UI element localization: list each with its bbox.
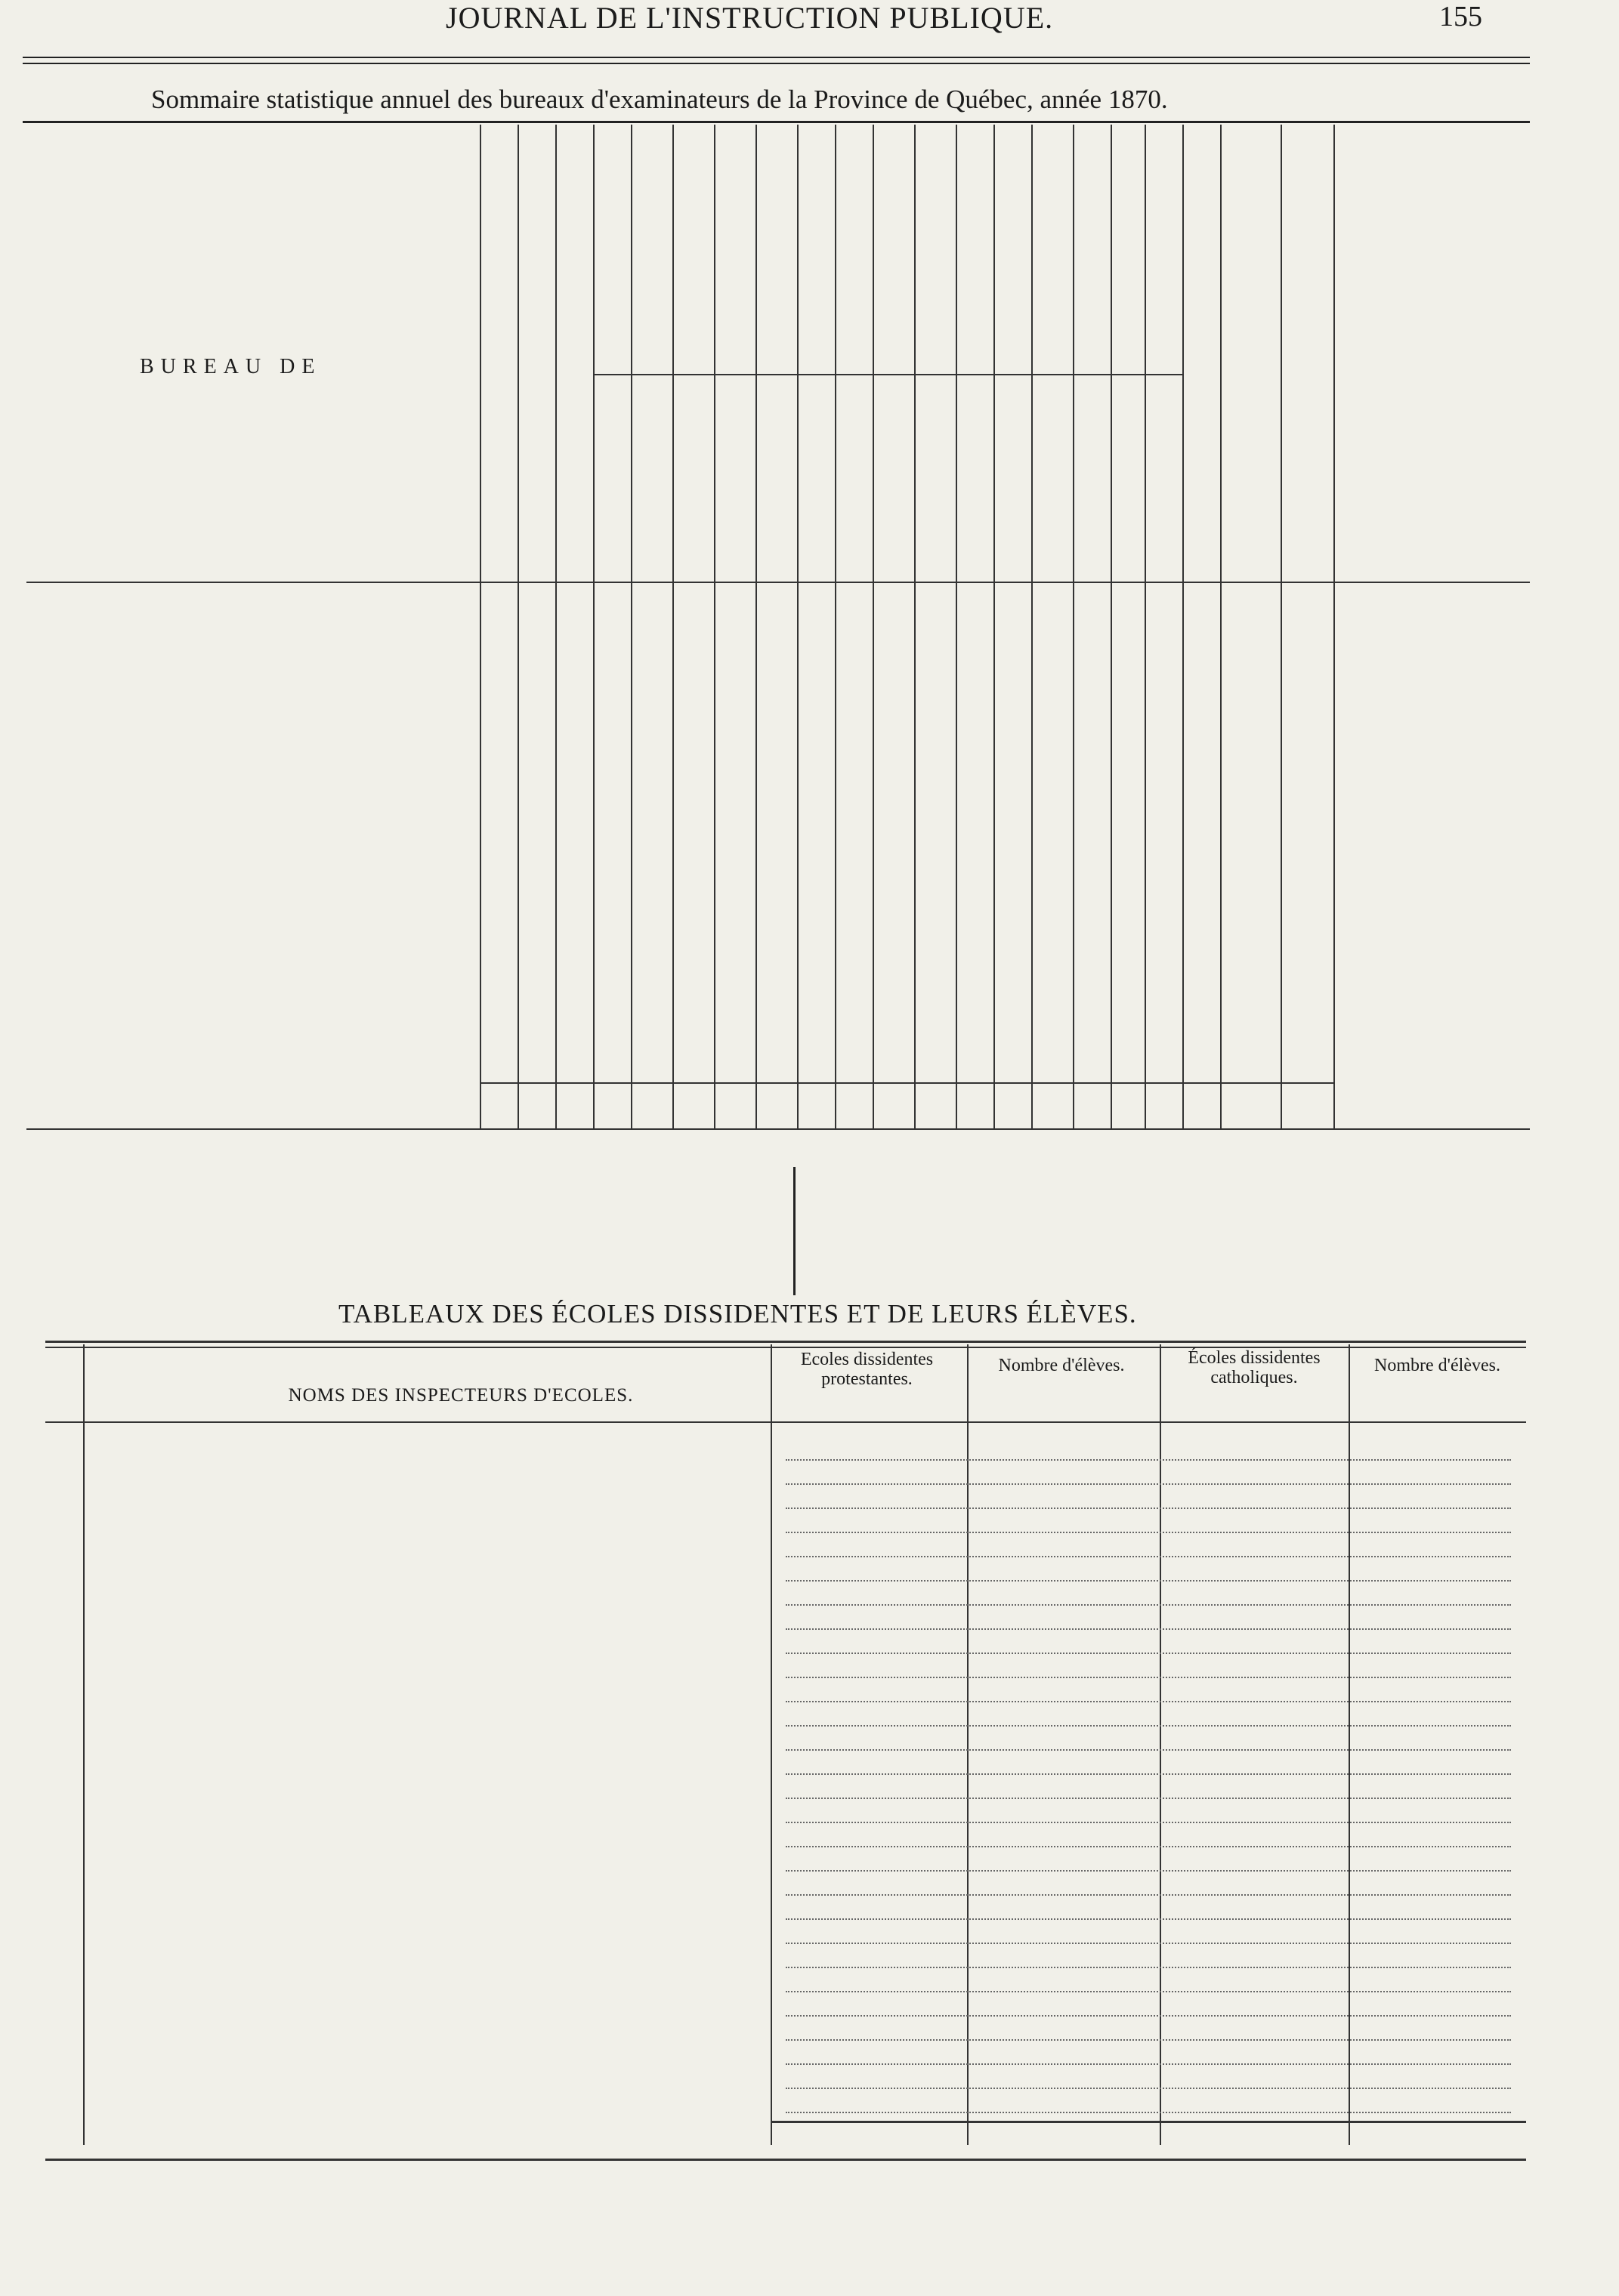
leader-dots xyxy=(786,1918,1511,1920)
leader-dots xyxy=(786,1822,1511,1823)
dissident-schools-table xyxy=(45,1341,1526,2149)
table1-subheader-line xyxy=(593,374,1182,375)
header-nombre-eleves-2: Nombre d'élèves. xyxy=(1374,1356,1500,1375)
table2-vline-5 xyxy=(1349,1344,1350,2145)
table2-vline-1 xyxy=(83,1344,85,2145)
leader-dots xyxy=(786,1991,1511,1992)
leader-dots xyxy=(786,1773,1511,1775)
table2-totals-line xyxy=(771,2121,1526,2123)
table1-vline-8 xyxy=(797,125,799,1128)
leader-dots xyxy=(786,1677,1511,1678)
table1-bottom-line xyxy=(26,1128,1530,1130)
leader-dots xyxy=(786,1749,1511,1751)
table1-vline-17 xyxy=(1145,125,1146,1128)
leader-dots xyxy=(786,1508,1511,1509)
group-line-3 xyxy=(835,125,836,374)
table2-header-line xyxy=(45,1421,1526,1423)
leader-dots xyxy=(786,1943,1511,1944)
table1-vline-6 xyxy=(714,125,715,1128)
leader-dots xyxy=(786,2112,1511,2113)
page-number: 155 xyxy=(1439,1,1482,32)
table1-vline-4 xyxy=(631,125,632,1128)
table1-header-bottom-line xyxy=(26,582,1530,583)
header-double-rule xyxy=(23,57,1530,64)
table2-title: TABLEAUX DES ÉCOLES DISSIDENTES ET DE LEURS ÉLÈVES. xyxy=(338,1299,1137,1329)
table2-vline-2 xyxy=(771,1344,772,2145)
header-ecoles-protestantes: Ecoles dissidentes protestantes. xyxy=(800,1350,934,1389)
table1-vline-0 xyxy=(480,125,481,1128)
leader-dots xyxy=(786,1483,1511,1485)
table1-vline-16 xyxy=(1111,125,1112,1128)
paragraph-divider xyxy=(793,1167,796,1295)
leader-dots xyxy=(786,1604,1511,1606)
leader-dots xyxy=(786,1798,1511,1799)
table2-top-rule xyxy=(45,1341,1526,1343)
leader-dots xyxy=(786,1628,1511,1630)
table1-vline-14 xyxy=(1031,125,1033,1128)
leader-dots xyxy=(786,1967,1511,1968)
leader-dots xyxy=(786,1653,1511,1654)
leader-dots xyxy=(786,2039,1511,2041)
table1-top-rule xyxy=(23,121,1530,123)
leader-dots xyxy=(786,1580,1511,1582)
leader-dots xyxy=(786,1870,1511,1872)
header-noms-inspecteurs: NOMS DES INSPECTEURS D'ECOLES. xyxy=(288,1385,634,1406)
leader-dots xyxy=(786,1459,1511,1461)
statistics-table xyxy=(26,125,1530,1127)
leader-dots xyxy=(786,2015,1511,2017)
leader-dots xyxy=(786,1725,1511,1727)
bureau-column-header: BUREAU DE xyxy=(140,355,322,378)
table2-vline-4 xyxy=(1160,1344,1161,2145)
leader-dots xyxy=(786,1532,1511,1533)
table2-bottom-line xyxy=(45,2159,1526,2161)
leader-dots xyxy=(786,1701,1511,1702)
table1-vline-21 xyxy=(1333,125,1335,1128)
table1-vline-19 xyxy=(1220,125,1222,1128)
group-line-4 xyxy=(914,125,916,374)
group-line-6 xyxy=(1073,125,1074,374)
table1-title: Sommaire statistique annuel des bureaux d'examinateurs de la Province de Québec, année 1870. xyxy=(151,85,1168,114)
group-line-2 xyxy=(755,125,757,374)
table1-vline-1 xyxy=(518,125,519,1128)
leader-dots xyxy=(786,1894,1511,1896)
table1-vline-18 xyxy=(1182,125,1184,1128)
table1-totals-line xyxy=(480,1082,1333,1084)
table1-vline-3 xyxy=(593,125,595,1128)
table1-vline-2 xyxy=(555,125,557,1128)
group-line-5 xyxy=(993,125,995,374)
leader-dots xyxy=(786,1556,1511,1557)
table2-vline-3 xyxy=(967,1344,969,2145)
page-header-title: JOURNAL DE L'INSTRUCTION PUBLIQUE. xyxy=(446,1,1054,35)
table1-vline-10 xyxy=(873,125,874,1128)
table1-vline-20 xyxy=(1281,125,1282,1128)
leader-dots xyxy=(786,2088,1511,2089)
header-nombre-eleves-1: Nombre d'élèves. xyxy=(998,1356,1125,1375)
group-line-1 xyxy=(672,125,674,374)
leader-dots xyxy=(786,2063,1511,2065)
leader-dots xyxy=(786,1846,1511,1847)
header-ecoles-catholiques: Écoles dissidentes catholiques. xyxy=(1188,1348,1321,1387)
table1-vline-12 xyxy=(956,125,957,1128)
